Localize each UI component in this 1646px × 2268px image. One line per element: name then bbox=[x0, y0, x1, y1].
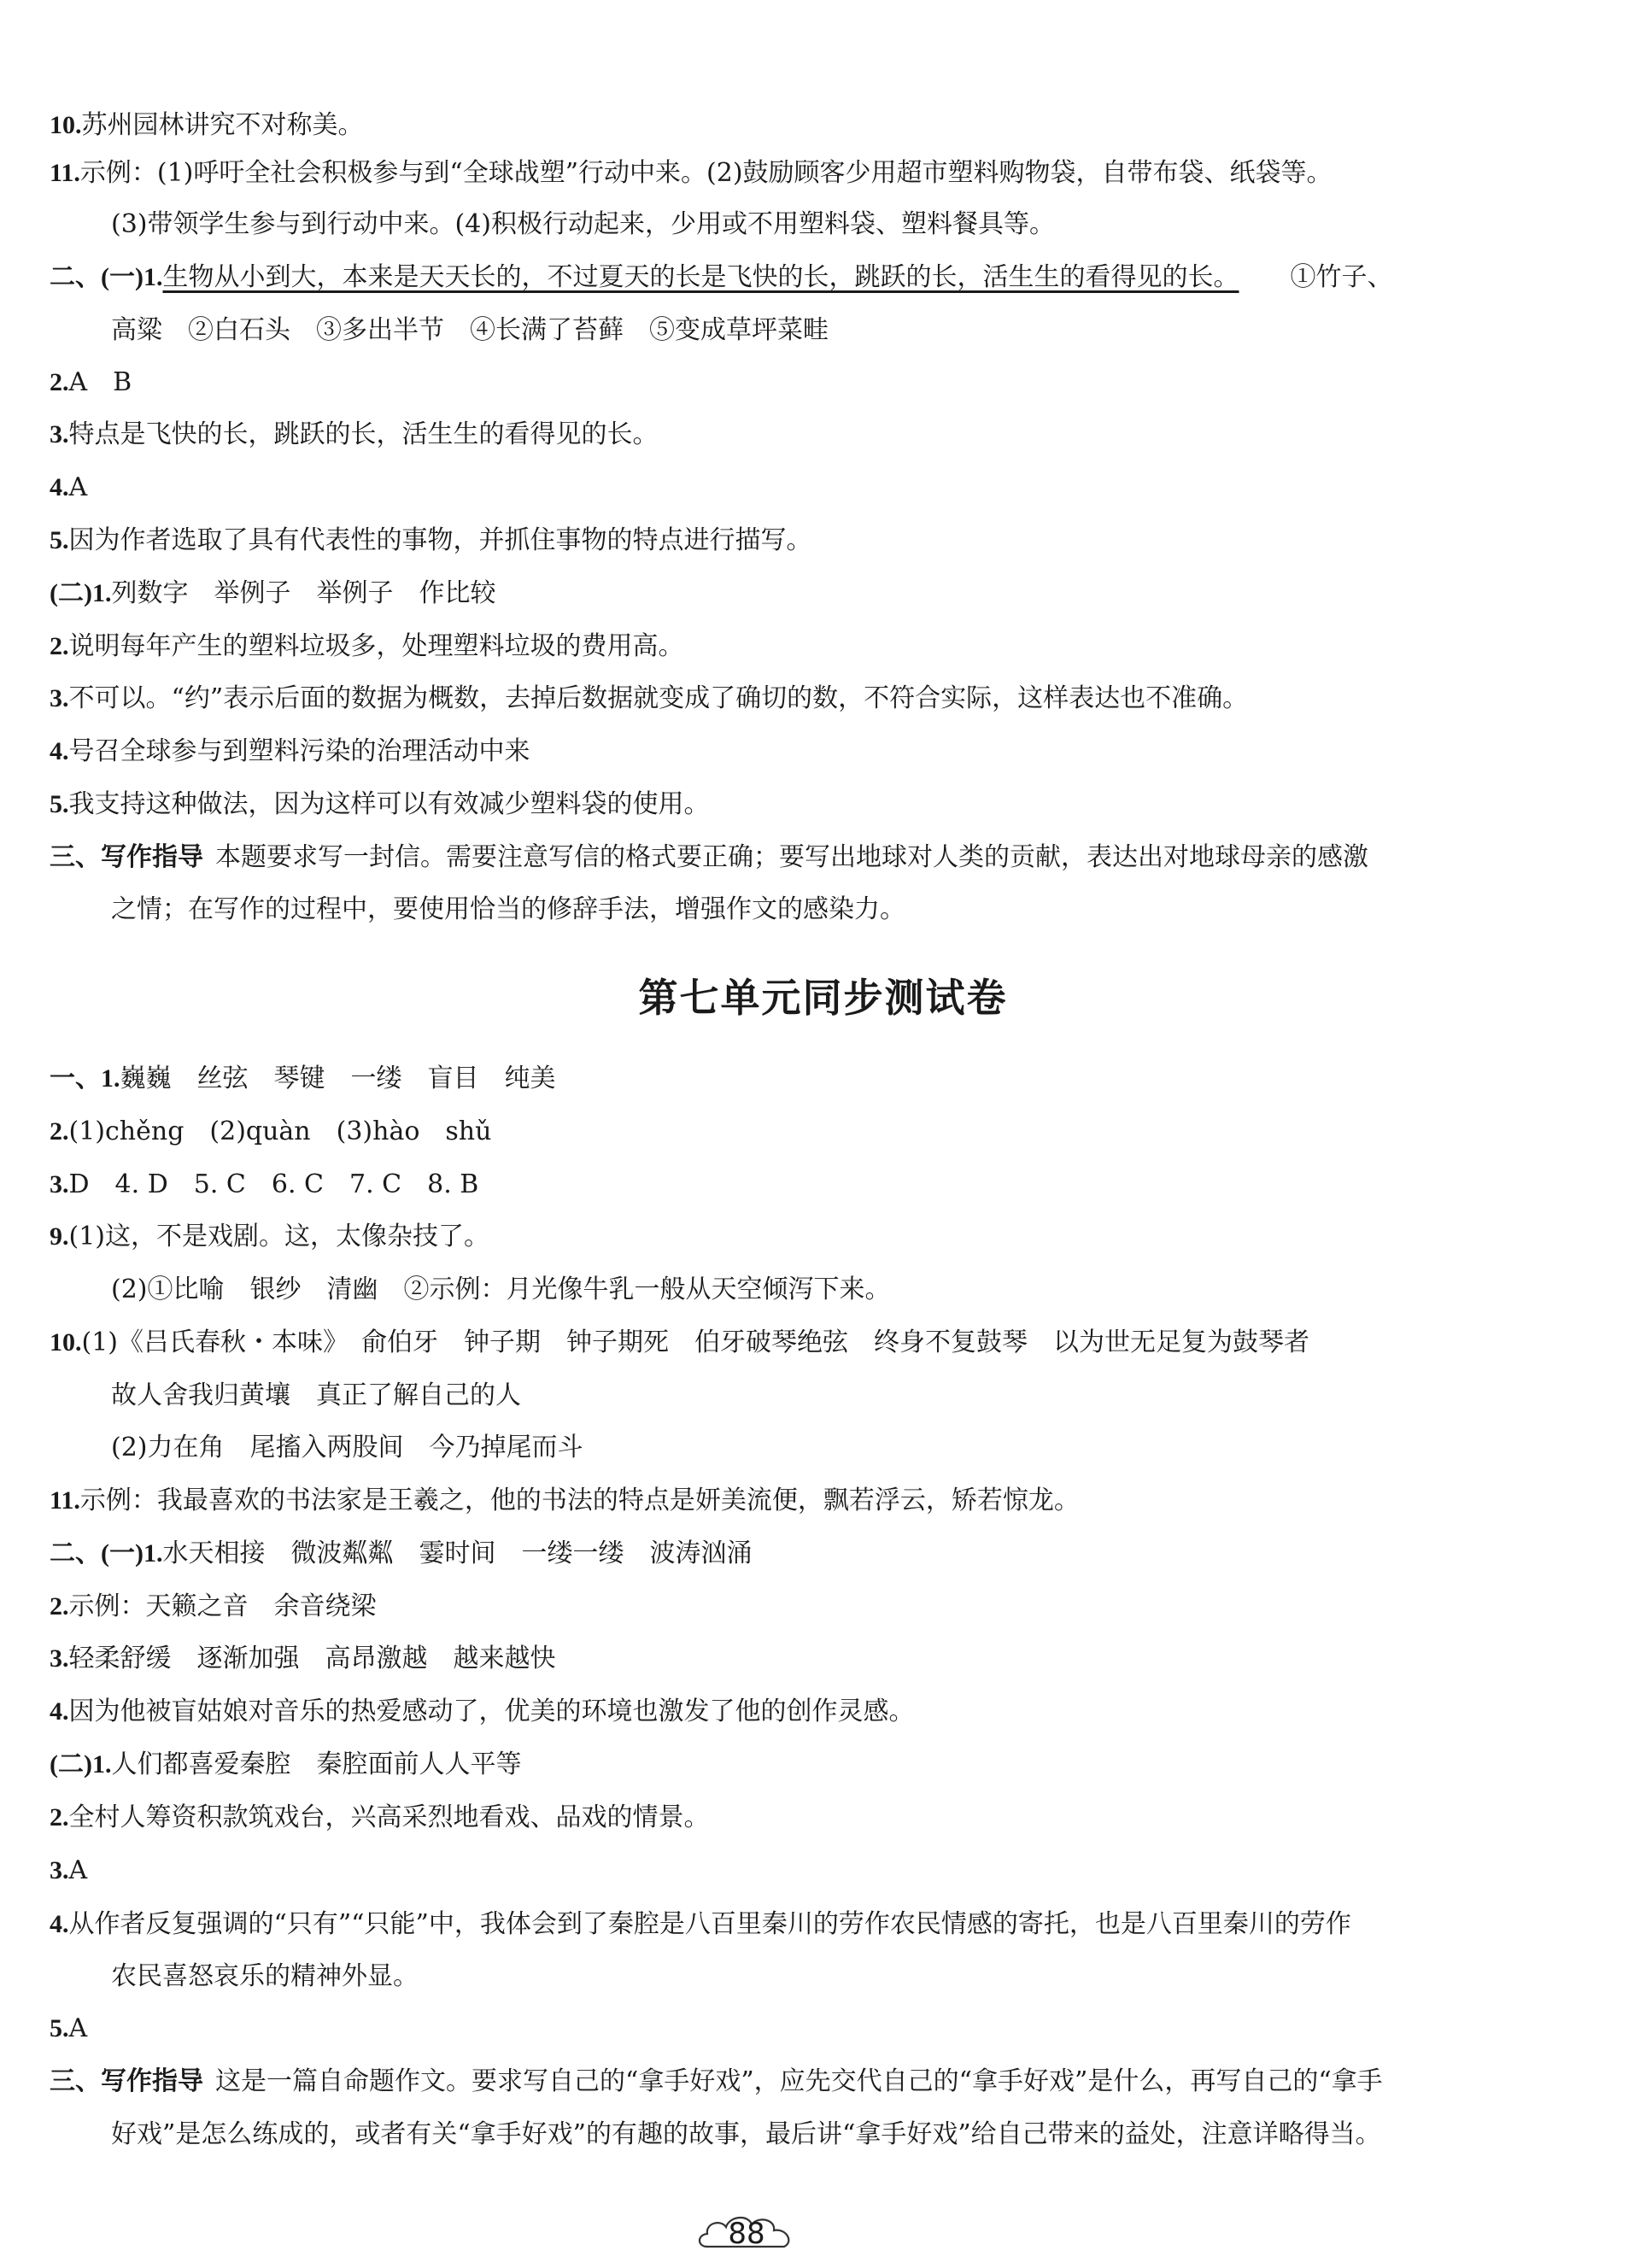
item-number: 2. bbox=[50, 368, 69, 396]
item-number: (二)1. bbox=[50, 579, 112, 607]
answer-text: A bbox=[68, 1855, 88, 1885]
answer-text: 不可以。“约”表示后面的数据为概数，去掉后数据就变成了确切的数，不符合实际，这样表达也不准确。 bbox=[68, 683, 1249, 713]
answer-line bbox=[50, 366, 132, 400]
answer-line bbox=[111, 314, 829, 348]
answer-text: 因为作者选取了具有代表性的事物，并抓住事物的特点进行描写。 bbox=[68, 525, 812, 555]
answer-line bbox=[50, 1908, 1351, 1942]
answer-text: A bbox=[68, 2013, 88, 2043]
answer-line bbox=[50, 1484, 1080, 1518]
answer-text: 因为他被盲姑娘对音乐的热爱感动了，优美的环境也激发了他的创作灵感。 bbox=[68, 1697, 915, 1726]
item-number: 3. bbox=[50, 1856, 69, 1884]
item-number: 三、写作指导 bbox=[50, 843, 203, 871]
answer-text: A B bbox=[68, 367, 132, 397]
answer-text: 这是一篇自命题作文。要求写自己的“拿手好戏”，应先交代自己的“拿手好戏”是什么，再写自己的“拿手 bbox=[215, 2066, 1383, 2096]
item-number: 3. bbox=[50, 1170, 69, 1198]
item-number: 二、(一)1. bbox=[50, 263, 163, 291]
answer-line bbox=[50, 577, 495, 611]
item-number: 11. bbox=[50, 159, 80, 187]
answer-text: 苏州园林讲究不对称美。 bbox=[81, 110, 364, 140]
answer-line bbox=[50, 1801, 710, 1835]
item-number: 9. bbox=[50, 1222, 69, 1251]
answer-line bbox=[50, 630, 684, 664]
answer-text: 从作者反复强调的“只有”“只能”中，我体会到了秦腔是八百里秦川的劳作农民情感的寄托，也是八百里秦川的劳作 bbox=[68, 1909, 1351, 1939]
answer-text: 好戏”是怎么练成的，或者有关“拿手好戏”的有趣的故事，最后讲“拿手好戏”给自己带来的益处，注意详略得当。 bbox=[111, 2119, 1381, 2149]
answer-line bbox=[50, 1326, 1309, 1360]
item-number: 2. bbox=[50, 1803, 69, 1831]
answer-line bbox=[111, 1379, 521, 1413]
answer-line bbox=[111, 208, 1055, 242]
item-number: 5. bbox=[50, 2014, 69, 2042]
answer-text: 人们都喜爱秦腔 秦腔面前人人平等 bbox=[111, 1749, 522, 1779]
answer-text: D 4. D 5. C 6. C 7. C 8. B bbox=[68, 1169, 479, 1199]
item-number: 5. bbox=[50, 790, 69, 818]
answer-text: 我支持这种做法，因为这样可以有效减少塑料袋的使用。 bbox=[68, 789, 710, 819]
answer-line bbox=[50, 418, 659, 452]
item-number: 4. bbox=[50, 737, 69, 765]
item-number: 11. bbox=[50, 1486, 80, 1515]
answer-line bbox=[50, 1062, 556, 1096]
item-number: 5. bbox=[50, 526, 69, 554]
answer-line bbox=[50, 2065, 1383, 2099]
page-number-badge bbox=[695, 2212, 798, 2255]
answer-line bbox=[50, 1642, 556, 1676]
answer-line bbox=[50, 788, 710, 822]
item-number: 三、写作指导 bbox=[50, 2067, 203, 2095]
answer-text: ①竹子、 bbox=[1290, 262, 1393, 292]
answer-line bbox=[50, 524, 812, 558]
answer-line bbox=[50, 108, 364, 143]
answer-line bbox=[50, 156, 1333, 190]
answer-text: (3)带领学生参与到行动中来。(4)积极行动起来，少用或不用塑料袋、塑料餐具等。 bbox=[111, 209, 1055, 239]
answer-line bbox=[50, 1115, 491, 1149]
answer-line bbox=[50, 1854, 87, 1888]
answer-text: 示例：(1)呼吁全社会积极参与到“全球战塑”行动中来。(2)鼓励顾客少用超市塑料购物袋，自带布袋、纸袋等。 bbox=[79, 158, 1333, 188]
item-number: 一、1. bbox=[50, 1064, 120, 1093]
answer-text: (2)力在角 尾搐入两股间 今乃掉尾而斗 bbox=[111, 1433, 583, 1462]
answer-line bbox=[50, 735, 530, 769]
answer-line bbox=[50, 2012, 87, 2046]
answer-line bbox=[50, 1748, 521, 1782]
item-number: 10. bbox=[50, 1328, 82, 1357]
answer-text: 特点是飞快的长，跳跃的长，活生生的看得见的长。 bbox=[68, 419, 659, 449]
answer-line bbox=[111, 1960, 419, 1994]
section-title: 第七单元同步测试卷 bbox=[638, 975, 1008, 1021]
answer-line bbox=[50, 682, 1248, 716]
item-number: 2. bbox=[50, 1117, 69, 1146]
item-number: 3. bbox=[50, 420, 69, 448]
item-number: 3. bbox=[50, 684, 69, 712]
item-number: 4. bbox=[50, 1910, 69, 1938]
underlined-answer: 生物从小到大，本来是天天长的，不过夏天的长是飞快的长，跳跃的长，活生生的看得见的长。 bbox=[162, 262, 1239, 292]
answer-line bbox=[50, 1220, 489, 1254]
item-number: 10. bbox=[50, 111, 82, 139]
item-number: 4. bbox=[50, 473, 69, 501]
answer-text: 示例：天籁之音 余音绕梁 bbox=[68, 1591, 377, 1621]
answer-text: 全村人筹资积款筑戏台，兴高采烈地看戏、品戏的情景。 bbox=[68, 1802, 710, 1832]
answer-line bbox=[50, 1168, 478, 1202]
answer-text: 高粱 ②白石头 ③多出半节 ④长满了苔藓 ⑤变成草坪菜畦 bbox=[111, 315, 829, 345]
answer-text: 故人舍我归黄壤 真正了解自己的人 bbox=[111, 1380, 521, 1410]
answer-line bbox=[50, 1537, 752, 1571]
answer-text: 列数字 举例子 举例子 作比较 bbox=[111, 578, 496, 608]
item-number: (二)1. bbox=[50, 1750, 112, 1779]
answer-text: 农民喜怒哀乐的精神外显。 bbox=[111, 1961, 419, 1991]
answer-text: 轻柔舒缓 逐渐加强 高昂激越 越来越快 bbox=[68, 1644, 556, 1673]
answer-line bbox=[50, 841, 1368, 875]
answer-text: (2)①比喻 银纱 清幽 ②示例：月光像牛乳一般从天空倾泻下来。 bbox=[111, 1275, 891, 1304]
answer-line bbox=[111, 893, 905, 927]
item-number: 3. bbox=[50, 1644, 69, 1673]
answer-text: (1)chěng (2)quàn (3)hào shǔ bbox=[68, 1116, 492, 1146]
answer-line bbox=[111, 2118, 1381, 2152]
page-number: 88 bbox=[728, 2217, 765, 2251]
answer-text: 之情；在写作的过程中，要使用恰当的修辞手法，增强作文的感染力。 bbox=[111, 894, 905, 924]
item-number: 2. bbox=[50, 1592, 69, 1620]
answer-text: 巍巍 丝弦 琴键 一缕 盲目 纯美 bbox=[120, 1064, 556, 1093]
answer-text: 本题要求写一封信。需要注意写信的格式要正确；要写出地球对人类的贡献，表达出对地球母亲的感激 bbox=[215, 842, 1368, 872]
answer-line bbox=[50, 471, 87, 505]
answer-line bbox=[50, 1695, 915, 1729]
answer-text: A bbox=[68, 472, 88, 502]
item-number: 4. bbox=[50, 1697, 69, 1726]
answer-line bbox=[111, 1273, 891, 1307]
answer-text: 说明每年产生的塑料垃圾多，处理塑料垃圾的费用高。 bbox=[68, 631, 684, 661]
answer-text: (1)这，不是戏剧。这，太像杂技了。 bbox=[68, 1222, 489, 1251]
answer-line bbox=[50, 261, 1392, 295]
answer-text: 示例：我最喜欢的书法家是王羲之，他的书法的特点是妍美流便，飘若浮云，矫若惊龙。 bbox=[79, 1486, 1080, 1515]
answer-text: 水天相接 微波粼粼 霎时间 一缕一缕 波涛汹涌 bbox=[162, 1538, 753, 1568]
answer-line bbox=[50, 1590, 377, 1624]
item-number: 2. bbox=[50, 632, 69, 660]
item-number: 二、(一)1. bbox=[50, 1539, 163, 1568]
answer-text: (1)《吕氏春秋・本味》 俞伯牙 钟子期 钟子期死 伯牙破琴绝弦 终身不复鼓琴 以为世无足复为鼓琴者 bbox=[81, 1327, 1309, 1357]
answer-line bbox=[111, 1431, 583, 1465]
answer-text: 号召全球参与到塑料污染的治理活动中来 bbox=[68, 736, 530, 766]
